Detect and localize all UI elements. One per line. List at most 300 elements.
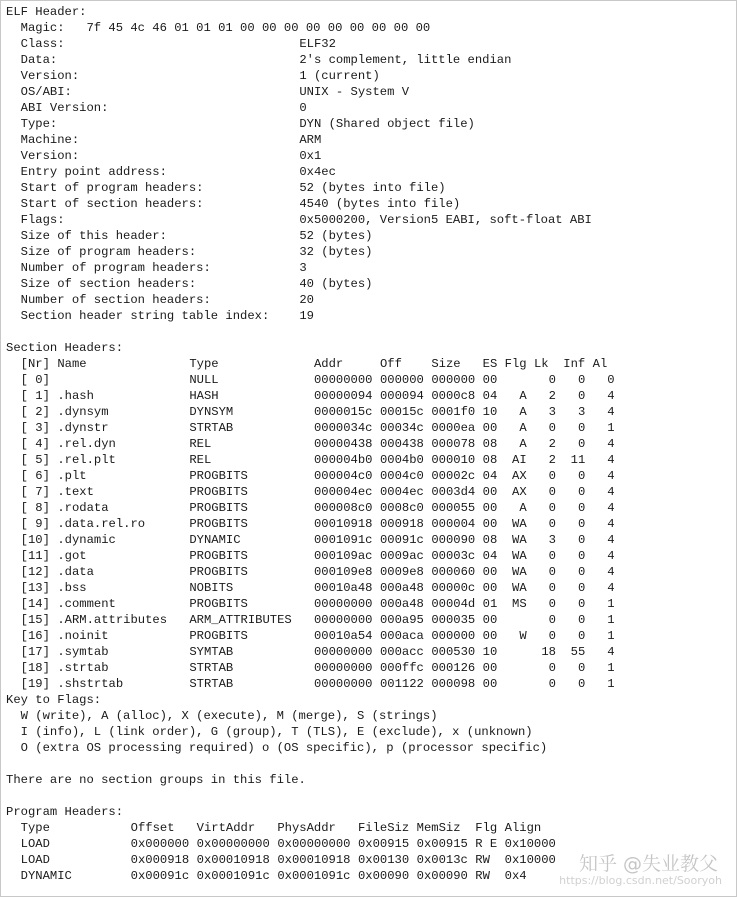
column-header-addr: Addr [313,357,344,371]
section-cell-al: 4 [607,485,615,499]
section-row [6,564,615,580]
section-cell-off: 000a48 [379,597,424,611]
section-cell-al: 1 [607,629,615,643]
section-cell-es: 00 [482,421,498,435]
elf-header-field [6,52,547,68]
section-cell-size: 000090 [431,533,476,547]
field-value: ARM [299,133,322,147]
section-cell-es: 00 [482,613,498,627]
section-cell-inf: 0 [577,389,586,403]
elf-header-field [6,196,547,212]
program-cell-offset: 0x000918 [130,853,190,867]
section-cell-al: 4 [607,645,615,659]
blank-line [6,788,547,804]
section-cell-lk: 3 [548,533,556,547]
section-cell-al: 4 [607,389,615,403]
section-row [6,404,615,420]
section-cell-name: .rel.plt [57,453,116,467]
section-cell-inf: 0 [577,629,586,643]
section-cell-off: 000ffc [379,661,424,675]
field-value: 0x5000200, Version5 EABI, soft-float ABI [299,213,592,227]
section-cell-al: 4 [607,533,615,547]
section-cell-name: .data.rel.ro [57,517,146,531]
section-cell-off: 000a48 [379,581,424,595]
section-cell-name: .strtab [57,661,109,675]
section-cell-lk: 2 [548,389,556,403]
field-value: 0x1 [299,149,322,163]
section-cell-type: PROGBITS [189,629,248,643]
section-cell-lk: 0 [548,421,556,435]
section-cell-al: 4 [607,565,615,579]
section-cell-nr: [ 3] [20,421,50,435]
field-value: 0x4ec [299,165,336,179]
section-row [6,452,615,468]
section-cell-nr: [10] [20,533,50,547]
section-cell-inf: 11 [570,453,586,467]
field-label: OS/ABI: [6,85,72,99]
section-cell-al: 1 [607,613,615,627]
section-cell-flg: WA [512,581,527,595]
section-cell-es: 00 [482,677,498,691]
section-cell-inf: 0 [577,469,586,483]
section-cell-type: STRTAB [189,677,234,691]
section-cell-addr: 00000000 [313,373,373,387]
section-cell-flg: MS [512,597,527,611]
section-cell-off: 000aca [379,629,424,643]
column-header-nr: [Nr] [20,357,50,371]
section-cell-lk: 0 [548,517,556,531]
field-label: Class: [6,37,65,51]
field-label: Version: [6,69,80,83]
section-cell-al: 1 [607,661,615,675]
program-header-row [6,868,547,884]
section-row [6,388,615,404]
section-cell-off: 0008c0 [379,501,424,515]
blank-line [6,324,547,340]
section-cell-type: NOBITS [189,581,234,595]
section-cell-nr: [ 4] [20,437,50,451]
elf-header-field [6,68,547,84]
section-cell-addr: 00010a54 [313,629,373,643]
elf-header-title: ELF Header: [6,5,87,19]
watermark-url: https://blog.csdn.net/Sooryoh [559,874,722,887]
section-cell-flg: WA [512,565,527,579]
section-cell-lk: 0 [548,485,556,499]
section-cell-addr: 000109ac [313,549,373,563]
section-cell-al: 1 [607,421,615,435]
field-value: 2's complement, little endian [299,53,512,67]
program-cell-physaddr: 0x00010918 [277,853,351,867]
section-cell-type: PROGBITS [189,501,248,515]
section-cell-inf: 0 [577,597,586,611]
section-cell-nr: [12] [20,565,50,579]
section-cell-al: 4 [607,581,615,595]
section-row [6,580,615,596]
section-cell-addr: 00000094 [313,389,373,403]
section-cell-es: 00 [482,581,498,595]
field-label: Entry point address: [6,165,167,179]
section-cell-type: HASH [189,389,219,403]
section-cell-name: .shstrtab [57,677,124,691]
section-cell-nr: [ 5] [20,453,50,467]
field-label: Flags: [6,213,65,227]
section-cell-name: .bss [57,581,87,595]
section-cell-flg: WA [512,517,527,531]
column-header-inf: Inf [563,357,586,371]
section-cell-nr: [ 8] [20,501,50,515]
section-cell-addr: 000109e8 [313,565,373,579]
program-cell-virtaddr: 0x00000000 [196,837,270,851]
program-cell-align: 0x4 [504,869,527,883]
section-cell-lk: 0 [548,629,556,643]
section-cell-size: 0000c8 [431,389,476,403]
section-row [6,468,615,484]
section-cell-name: .symtab [57,645,109,659]
section-cell-addr: 00000000 [313,661,373,675]
section-cell-lk: 0 [548,565,556,579]
program-cell-type: LOAD [20,853,50,867]
section-cell-type: STRTAB [189,421,234,435]
field-label: Data: [6,53,58,67]
section-cell-type: PROGBITS [189,565,248,579]
section-row [6,500,615,516]
section-cell-addr: 0000034c [313,421,373,435]
section-cell-lk: 2 [548,453,556,467]
section-cell-name: .rel.dyn [57,437,116,451]
section-groups-message: There are no section groups in this file. [6,773,306,787]
elf-header-field [6,244,547,260]
section-cell-lk: 0 [548,613,556,627]
section-cell-al: 4 [607,501,615,515]
flag-key-line: W (write), A (alloc), X (execute), M (merge), S (strings) [6,709,438,723]
section-cell-nr: [18] [20,661,50,675]
section-row [6,372,615,388]
section-cell-lk: 0 [548,581,556,595]
section-cell-name: .text [57,485,94,499]
blank-line [6,756,547,772]
section-cell-off: 001122 [379,677,424,691]
section-cell-es: 08 [482,533,498,547]
section-cell-off: 000918 [379,517,424,531]
flag-key-line: O (extra OS processing required) o (OS specific), p (processor specific) [6,741,548,755]
elf-header-field [6,20,547,36]
section-cell-type: DYNAMIC [189,533,241,547]
field-label: Machine: [6,133,80,147]
section-cell-lk: 18 [541,645,556,659]
field-value: DYN (Shared object file) [299,117,475,131]
section-cell-inf: 0 [577,549,586,563]
section-cell-al: 4 [607,405,615,419]
section-cell-es: 00 [482,501,498,515]
section-cell-size: 000000 [431,629,476,643]
program-cell-filesiz: 0x00915 [357,837,410,851]
section-cell-type: PROGBITS [189,517,248,531]
section-row [6,660,615,676]
section-cell-es: 04 [482,469,498,483]
section-cell-type: PROGBITS [189,469,248,483]
section-cell-lk: 0 [548,661,556,675]
section-cell-size: 00004d [431,597,476,611]
section-cell-addr: 00000000 [313,677,373,691]
field-label: Start of section headers: [6,197,204,211]
program-cell-filesiz: 0x00090 [357,869,410,883]
section-cell-off: 0009ac [379,549,424,563]
section-cell-nr: [ 2] [20,405,50,419]
section-cell-es: 00 [482,517,498,531]
section-row [6,596,615,612]
column-header-type: Type [189,357,219,371]
section-cell-flg: A [519,421,527,435]
column-header-name: Name [57,357,87,371]
section-cell-nr: [11] [20,549,50,563]
field-value: 32 (bytes) [299,245,373,259]
section-cell-inf: 0 [577,501,586,515]
field-value: 40 (bytes) [299,277,373,291]
section-row [6,532,615,548]
section-cell-name: .comment [57,597,116,611]
section-cell-flg: A [519,501,527,515]
section-cell-lk: 2 [548,437,556,451]
section-cell-type: REL [189,453,212,467]
field-value: 3 [299,261,307,275]
program-cell-filesiz: 0x00130 [357,853,410,867]
section-cell-off: 000a95 [379,613,424,627]
program-cell-offset: 0x00091c [130,869,190,883]
section-row [6,612,615,628]
flag-key-line: I (info), L (link order), G (group), T (TLS), E (exclude), x (unknown) [6,725,533,739]
section-cell-off: 0004ec [379,485,424,499]
section-cell-nr: [15] [20,613,50,627]
section-cell-es: 10 [482,645,498,659]
program-cell-flg: RW [475,853,490,867]
column-header-filesiz: FileSiz [357,821,410,835]
program-cell-align: 0x10000 [504,837,556,851]
section-cell-off: 00091c [379,533,424,547]
field-label: Type: [6,117,58,131]
field-value: 19 [299,309,314,323]
section-cell-off: 00034c [379,421,424,435]
section-cell-addr: 000008c0 [313,501,373,515]
section-cell-es: 08 [482,437,498,451]
column-header-physaddr: PhysAddr [277,821,336,835]
section-cell-nr: [ 7] [20,485,50,499]
elf-header-field [6,292,547,308]
section-cell-addr: 0000015c [313,405,373,419]
section-cell-inf: 0 [577,517,586,531]
section-cell-name: .ARM.attributes [57,613,168,627]
section-cell-name: .rodata [57,501,109,515]
elf-header-field [6,132,547,148]
section-row [6,644,615,660]
section-cell-nr: [ 0] [20,373,50,387]
section-cell-name: .dynstr [57,421,109,435]
section-cell-addr: 00000000 [313,597,373,611]
section-cell-flg: AX [512,469,527,483]
section-cell-addr: 00000438 [313,437,373,451]
section-cell-flg: A [519,405,527,419]
field-value: 52 (bytes into file) [299,181,446,195]
section-cell-inf: 0 [577,421,586,435]
column-header-flg: Flg [504,357,527,371]
section-cell-es: 00 [482,565,498,579]
column-header-offset: Offset [130,821,175,835]
column-header-align: Align [504,821,542,835]
section-cell-nr: [19] [20,677,50,691]
field-label: Version: [6,149,80,163]
section-cell-addr: 00000000 [313,645,373,659]
elf-header-field [6,276,547,292]
section-cell-off: 000438 [379,437,424,451]
section-cell-al: 4 [607,549,615,563]
section-cell-flg: AI [512,453,527,467]
section-cell-size: 000530 [431,645,476,659]
section-cell-name: .data [57,565,94,579]
section-cell-addr: 000004ec [313,485,373,499]
section-cell-es: 00 [482,373,498,387]
section-cell-es: 00 [482,661,498,675]
section-cell-size: 0000ea [431,421,476,435]
field-label: ABI Version: [6,101,109,115]
field-label: Number of program headers: [6,261,211,275]
section-cell-off: 0009e8 [379,565,424,579]
section-cell-name: .hash [57,389,94,403]
section-cell-name: .dynsym [57,405,109,419]
section-cell-addr: 000004c0 [313,469,373,483]
section-cell-al: 4 [607,453,615,467]
column-header-memsiz: MemSiz [416,821,461,835]
section-cell-type: PROGBITS [189,597,248,611]
section-cell-inf: 55 [570,645,586,659]
section-cell-flg: W [519,629,527,643]
section-cell-type: PROGBITS [189,549,248,563]
column-header-virtaddr: VirtAddr [196,821,256,835]
column-header-type: Type [20,821,50,835]
elf-header-field [6,180,547,196]
section-cell-size: 00002c [431,469,476,483]
section-cell-size: 000126 [431,661,476,675]
column-header-size: Size [431,357,461,371]
section-row [6,516,615,532]
section-cell-type: NULL [189,373,219,387]
section-cell-size: 000078 [431,437,476,451]
section-cell-nr: [14] [20,597,50,611]
section-cell-off: 000acc [379,645,424,659]
program-headers-title: Program Headers: [6,805,124,819]
field-value: 4540 (bytes into file) [299,197,461,211]
program-cell-virtaddr: 0x00010918 [196,853,270,867]
column-header-off: Off [379,357,402,371]
field-label: Size of this header: [6,229,167,243]
section-cell-es: 04 [482,389,498,403]
program-cell-physaddr: 0x00000000 [277,837,351,851]
section-cell-off: 0004b0 [379,453,424,467]
section-cell-addr: 0001091c [313,533,373,547]
elf-header-field [6,308,547,324]
section-cell-es: 10 [482,405,498,419]
program-cell-memsiz: 0x00915 [416,837,468,851]
section-cell-type: ARM_ATTRIBUTES [189,613,292,627]
program-cell-memsiz: 0x0013c [416,853,468,867]
section-cell-inf: 0 [577,613,586,627]
program-cell-virtaddr: 0x0001091c [196,869,270,883]
section-cell-lk: 0 [548,677,556,691]
section-cell-lk: 0 [548,501,556,515]
section-headers-columns [6,356,608,372]
section-cell-flg: A [519,389,527,403]
section-cell-size: 0003d4 [431,485,476,499]
section-cell-type: SYMTAB [189,645,234,659]
field-value: ELF32 [299,37,336,51]
section-cell-nr: [ 1] [20,389,50,403]
column-header-flg: Flg [475,821,498,835]
field-label: Magic: 7f 45 4c 46 01 01 01 00 00 00 00 00 00 00 00 00 [6,21,431,35]
section-cell-nr: [ 9] [20,517,50,531]
section-cell-inf: 0 [577,581,586,595]
section-cell-lk: 0 [548,373,556,387]
section-cell-al: 4 [607,469,615,483]
section-cell-size: 000000 [431,373,476,387]
section-cell-size: 000055 [431,501,476,515]
section-cell-lk: 0 [548,549,556,563]
program-header-row [6,852,556,868]
section-cell-off: 000000 [379,373,424,387]
readelf-output [6,4,615,884]
section-cell-size: 000004 [431,517,476,531]
section-cell-es: 04 [482,549,498,563]
section-cell-nr: [ 6] [20,469,50,483]
elf-header-field [6,84,547,100]
section-cell-inf: 0 [577,485,586,499]
section-cell-al: 4 [607,517,615,531]
program-cell-physaddr: 0x0001091c [277,869,351,883]
section-cell-size: 0001f0 [431,405,476,419]
program-cell-type: LOAD [20,837,50,851]
program-cell-type: DYNAMIC [20,869,72,883]
section-headers-title: Section Headers: [6,341,124,355]
section-cell-inf: 3 [577,405,586,419]
section-cell-type: PROGBITS [189,485,248,499]
section-row [6,420,615,436]
section-cell-flg: WA [512,533,527,547]
program-cell-flg: R E [475,837,498,851]
elf-header-field [6,260,547,276]
section-cell-addr: 00000000 [313,613,373,627]
section-cell-addr: 000004b0 [313,453,373,467]
section-cell-off: 0004c0 [379,469,424,483]
section-cell-name: .dynamic [57,533,116,547]
section-cell-type: DYNSYM [189,405,234,419]
section-cell-nr: [16] [20,629,50,643]
section-cell-size: 00003c [431,549,476,563]
section-cell-nr: [13] [20,581,50,595]
field-value: 0 [299,101,307,115]
program-cell-offset: 0x000000 [130,837,190,851]
elf-header-field [6,100,547,116]
section-cell-off: 00015c [379,405,424,419]
section-cell-size: 000035 [431,613,476,627]
watermark: 知乎 @失业教父 [578,853,718,875]
field-value: UNIX - System V [299,85,410,99]
program-cell-flg: RW [475,869,490,883]
section-cell-type: REL [189,437,212,451]
section-cell-name: .plt [57,469,87,483]
section-cell-nr: [17] [20,645,50,659]
section-cell-inf: 0 [577,565,586,579]
column-header-lk: Lk [533,357,549,371]
section-row [6,548,615,564]
section-row [6,676,615,692]
field-value: 52 (bytes) [299,229,373,243]
